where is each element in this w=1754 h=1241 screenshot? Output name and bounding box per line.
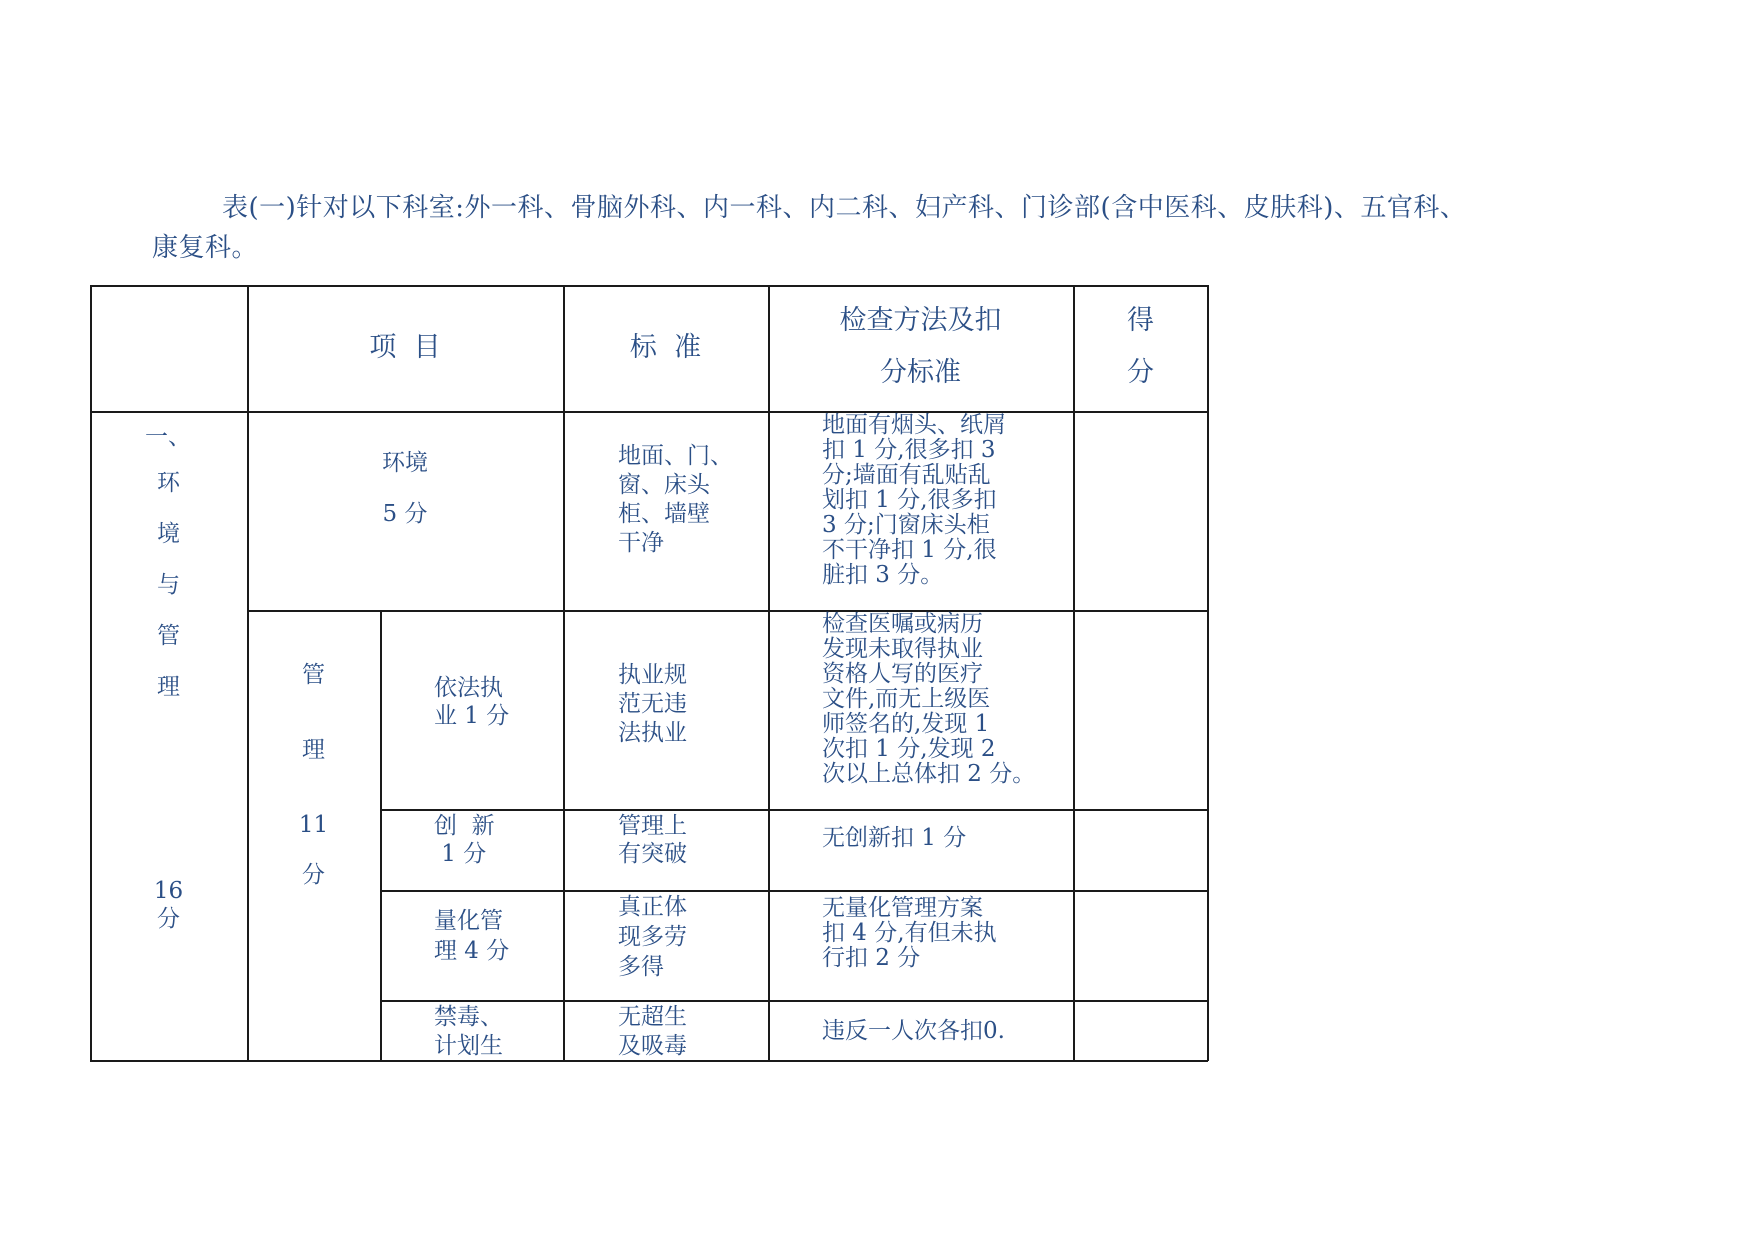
header-method: 检查方法及扣 分标准 [839, 305, 1002, 388]
environment-standard: 地面、门、 窗、床头 柜、墙壁 干净 [618, 443, 733, 556]
header-item: 项 目 [369, 332, 441, 363]
lawful-method: 检查医嘱或病历 发现未取得执业 资格人写的医疗 文件,而无上级医 师签名的,发现 1 次扣 1 分,发现 2 次以上总体扣 2 分。 [822, 611, 1036, 787]
header-score: 得 分 [1127, 305, 1154, 388]
environment-method: 地面有烟头、纸屑 扣 1 分,很多扣 3 分;墙面有乱贴乱 划扣 1 分,很多扣 3 分;门窗床头柜 不干净扣 1 分,很 脏扣 3 分。 [822, 412, 1006, 588]
header-standard: 标 准 [629, 332, 702, 363]
quant-standard: 真正体 现多劳 多得 [618, 894, 687, 980]
table-border-right [1207, 285, 1209, 1061]
intro-line-2: 康复科。 [152, 233, 259, 263]
environment-name: 环境 [382, 450, 428, 476]
quant-method: 无量化管理方案 扣 4 分,有但未执 行扣 2 分 [822, 895, 997, 971]
section-number: 一、 [145, 424, 191, 450]
table-border-top [90, 285, 1208, 287]
intro-paragraph [152, 188, 1652, 268]
lawful-item: 依法执 业 1 分 [434, 675, 510, 729]
antidrug-method: 违反一人次各扣0. [822, 1018, 1005, 1044]
row-lawful-bottom-line [380, 809, 1208, 811]
management-label: 管 理 11 分 [298, 662, 329, 888]
header-bottom-line [90, 411, 1208, 413]
innovation-method: 无创新扣 1 分 [822, 825, 967, 851]
antidrug-item: 禁毒、 计划生 [434, 1004, 503, 1059]
col-line-mgmt [380, 610, 382, 1061]
innovation-item: 创 新 1 分 [434, 813, 495, 867]
col-line-2 [563, 285, 565, 1061]
inspection-table [90, 285, 1208, 1061]
section-title: 环 境 与 管 理 [157, 470, 180, 700]
col-line-3 [768, 285, 770, 1061]
innovation-standard: 管理上 有突破 [618, 813, 687, 867]
section-points: 16 分 [153, 878, 184, 932]
col-line-4 [1073, 285, 1075, 1061]
environment-bottom-line [247, 610, 1208, 612]
lawful-standard: 执业规 范无违 法执业 [618, 662, 687, 746]
quant-item: 量化管 理 4 分 [434, 908, 510, 964]
antidrug-standard: 无超生 及吸毒 [618, 1004, 687, 1059]
row-quant-bottom-line [380, 1000, 1208, 1002]
row-innovation-bottom-line [380, 890, 1208, 892]
intro-line-1: 表(一)针对以下科室:外一科、骨脑外科、内一科、内二科、妇产科、门诊部(含中医科、皮肤科)、五官科、 [222, 193, 1467, 223]
environment-points: 5 分 [382, 501, 428, 527]
